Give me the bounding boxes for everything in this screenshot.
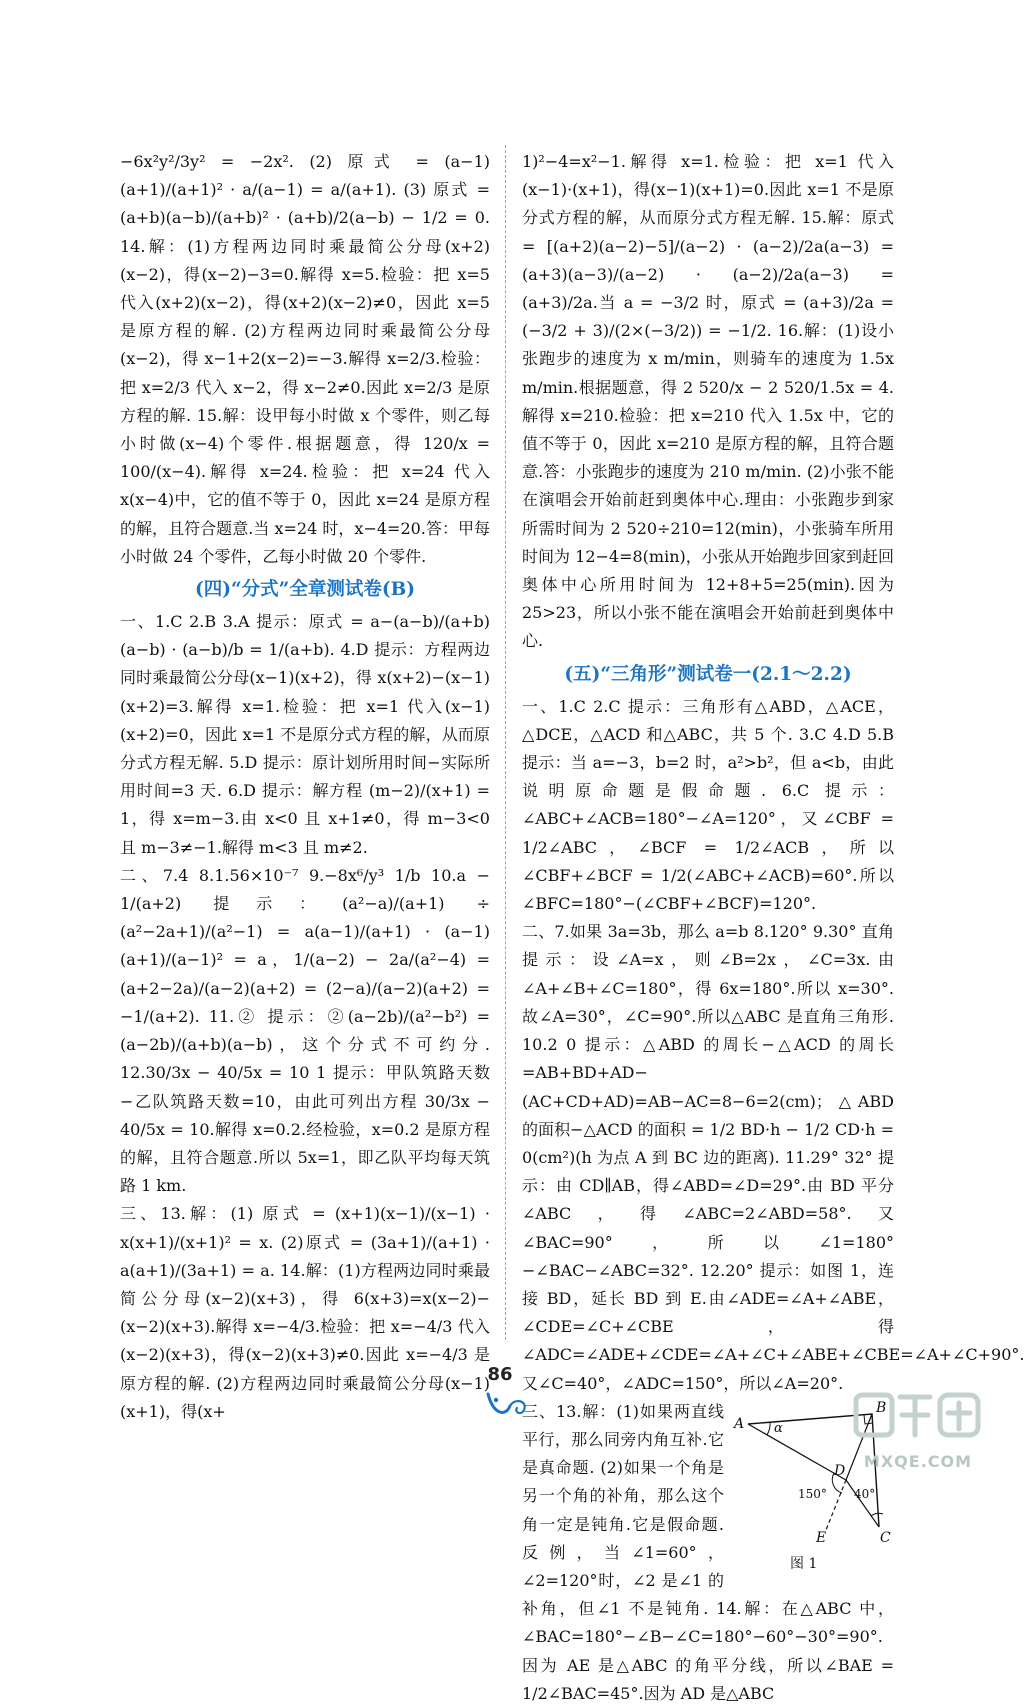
column-divider: [505, 145, 506, 1340]
page-number: 86: [487, 1364, 513, 1385]
paragraph: 一、1.C 2.B 3.A 提示：原式 = a−(a−b)/(a+b)(a−b) · (a−b)/b = 1/(a+b). 4.D 提示：方程两边同时乘最简公分母(x−1)(x+2)，得 x(x+2)−(x−1)(x+2)=3.解得 x=1.检验：把 x=1 代入(x−1)(x+2)=0，因此 x=1 不是原分式方程的解，从而原分式方程无解. 5.D 提示：原计划所用时间−实际所用时间=3 天. 6.D 提示：解方程 (m−2)/(x+1) = 1，得 x=m−3.由 x<0 且 x+1≠0，得 m−3<0 且 m−3≠−1.解得 m<3 且 m≠2.: [120, 612, 490, 857]
segment-ad: [748, 1424, 846, 1480]
label-a: A: [734, 1415, 745, 1432]
paragraph: 三、13.解：(1)如果两直线平行，那么同旁内角互补.它是真命题. (2)如果一个角是另一个角的补角，那么这个角一定是钝角.它是假命题.反例，当∠1=60°，∠2=120°时，∠2 是∠1 的补角，但∠1 不是钝角. 14.解：在△ABC 中，∠BAC=180°−∠B−∠C=180°−60°−30°=90°.因为 AE 是△ABC 的角平分线，所以∠BAE = 1/2∠BAC=45°.因为 AD 是△ABC: [522, 1401, 894, 1703]
paragraph: −6x²y²/3y² = −2x². (2) 原式 = (a−1)(a+1)/(a+1)² · a/(a−1) = a/(a+1). (3) 原式 = (a+b)(a−b)/(a+b)² · (a+b)/2(a−b) − 1/2 = 0. 14.解：(1)方程两边同时乘最简公分母(x+2)(x−2)，得(x−2)−3=0.解得 x=5.检验：把 x=5 代入(x+2)(x−2)，得(x+2)(x−2)≠0，因此 x=5 是原方程的解. (2)方程两边同时乘最简公分母(x−2)，得 x−1+2(x−2)=−3.解得 x=2/3.检验：把 x=2/3 代入 x−2，得 x−2≠0.因此 x=2/3 是原方程的解. 15.解：设甲每小时做 x 个零件，则乙每小时做(x−4)个零件.根据题意，得 120/x = 100/(x−4).解得 x=24.检验：把 x=24 代入 x(x−4)中，它的值不等于 0，因此 x=24 是原方程的解，且符合题意.当 x=24 时，x−4=20.答：甲每小时做 24 个零件，乙每小时做 20 个零件.: [120, 152, 490, 566]
label-angle-150: 150°: [798, 1486, 827, 1501]
figure-caption: 图 1: [790, 1555, 818, 1572]
label-d: D: [834, 1462, 846, 1479]
angle-arc-a: [767, 1422, 770, 1435]
watermark-text: MXQE.COM: [863, 1452, 973, 1471]
paragraph: 二、7.4 8.1.56×10⁻⁷ 9.−8x⁶/y³ 1/b 10.a − 1/(a+2) 提示：(a²−a)/(a+1) ÷ (a²−2a+1)/(a²−1) = a(a−1)/(a+1) · (a−1)(a+1)/(a−1)² = a，1/(a−2) − 2a/(a²−4) = (a+2−2a)/(a−2)(a+2) = (2−a)/(a−2)(a+2) = −1/(a+2). 11.② 提示：②(a−2b)/(a²−b²) = (a−2b)/(a+b)(a−b)，这个分式不可约分. 12.30/3x − 40/5x = 10 1 提示：甲队筑路天数−乙队筑路天数=10，由此可列出方程 30/3x − 40/5x = 10.解得 x=0.2.经检验，x=0.2 是原方程的解，且符合题意.所以 5x=1，即乙队平均每天筑路 1 km.: [120, 865, 490, 1196]
label-b: B: [876, 1399, 887, 1416]
label-c: C: [880, 1529, 891, 1546]
segment-de: [826, 1480, 846, 1530]
section-title: (五)“三角形”测试卷一(2.1～2.2): [564, 663, 852, 685]
section-title: (四)“分式”全章测试卷(B): [195, 579, 415, 601]
left-column: [120, 148, 490, 1421]
paragraph: 一、1.C 2.C 提示：三角形有△ABD，△ACE，△DCE，△ACD 和△ABC，共 5 个. 3.C 4.D 5.B 提示：当 a=−3，b=2 时，a²>b²，但 a<b，由此说明原命题是假命题. 6.C 提示：∠ABC+∠ACB=180°−∠A=120°，又∠CBF = 1/2∠ABC，∠BCF = 1/2∠ACB，所以∠CBF+∠BCF = 1/2(∠ABC+∠ACB)=60°.所以∠BFC=180°−(∠CBF+∠BCF)=120°.: [522, 696, 894, 914]
label-e: E: [816, 1529, 827, 1546]
paragraph: 三、13.解：(1) 原式 = (x+1)(x−1)/(x−1) · x(x+1)/(x+1)² = x. (2)原式 = (3a+1)/(a+1) · a(a+1)/(3a+1) = a. 14.解：(1)方程两边同时乘最简公分母(x−2)(x+3)，得 6(x+3)=x(x−2)−(x−2)(x+3).解得 x=−4/3.检验：把 x=−4/3 代入(x−2)(x+3)，得(x−2)(x+3)≠0.因此 x=−4/3 是原方程的解. (2)方程两边同时乘最简公分母(x−1)(x+1)，得(x+: [120, 1204, 490, 1421]
angle-arc-40: [871, 1513, 883, 1516]
swirl-ornament-icon: [484, 1388, 536, 1420]
paragraph: 二、7.如果 3a=3b，那么 a=b 8.120° 9.30° 直角 提示：设∠A=x，则∠B=2x，∠C=3x.由∠A+∠B+∠C=180°，得 6x=180°.所以 x=30°.故∠A=30°，∠C=90°.所以△ABC 是直角三角形. 10.2 0 提示：△ABD 的周长−△ACD 的周长=AB+BD+AD−(AC+CD+AD)=AB−AC=8−6=2(cm)；△ABD 的面积−△ACD 的面积 = 1/2 BD·h − 1/2 CD·h = 0(cm²)(h 为点 A 到 BC 边的距离). 11.29° 32° 提示：由 CD∥AB，得∠ABD=∠D=29°.由 BD 平分∠ABC，得∠ABC=2∠ABD=58°.又∠BAC=90°，所以∠1=180°−∠BAC−∠ABC=32°. 12.20° 提示：如图 1，连接 BD，延长 BD 到 E.由∠ADE=∠A+∠ABE，∠CDE=∠C+∠CBE，得∠ADC=∠ADE+∠CDE=∠A+∠C+∠ABE+∠CBE=∠A+∠C+90°.又∠C=40°，∠ADC=150°，所以∠A=20°.: [522, 922, 1024, 1393]
label-alpha: α: [774, 1420, 783, 1436]
label-angle-40: 40°: [854, 1486, 876, 1501]
paragraph: 1)²−4=x²−1.解得 x=1.检验：把 x=1 代入(x−1)·(x+1)，得(x−1)(x+1)=0.因此 x=1 不是原分式方程的解，从而原分式方程无解. 15.解：原式 = [(a+2)(a−2)−5]/(a−2) · (a−2)/2a(a−3) = (a+3)(a−3)/(a−2) · (a−2)/2a(a−3) = (a+3)/2a.当 a = −3/2 时，原式 = (a+3)/2a = (−3/2 + 3)/(2×(−3/2)) = −1/2. 16.解：(1)设小张跑步的速度为 x m/min，则骑车的速度为 1.5x m/min.根据题意，得 2 520/x − 2 520/1.5x = 4.解得 x=210.检验：把 x=210 代入 1.5x 中，它的值不等于 0，因此 x=210 是原方程的解，且符合题意.答：小张跑步的速度为 210 m/min. (2)小张不能在演唱会开始前赶到奥体中心.理由：小张跑步到家所需时间为 2 520÷210=12(min)，小张骑车所用时间为 12−4=8(min)，小张从开始跑步回家到赶回奥体中心所用时间为 12+8+5=25(min).因为 25>23，所以小张不能在演唱会开始前赶到奥体中心.: [522, 152, 894, 651]
